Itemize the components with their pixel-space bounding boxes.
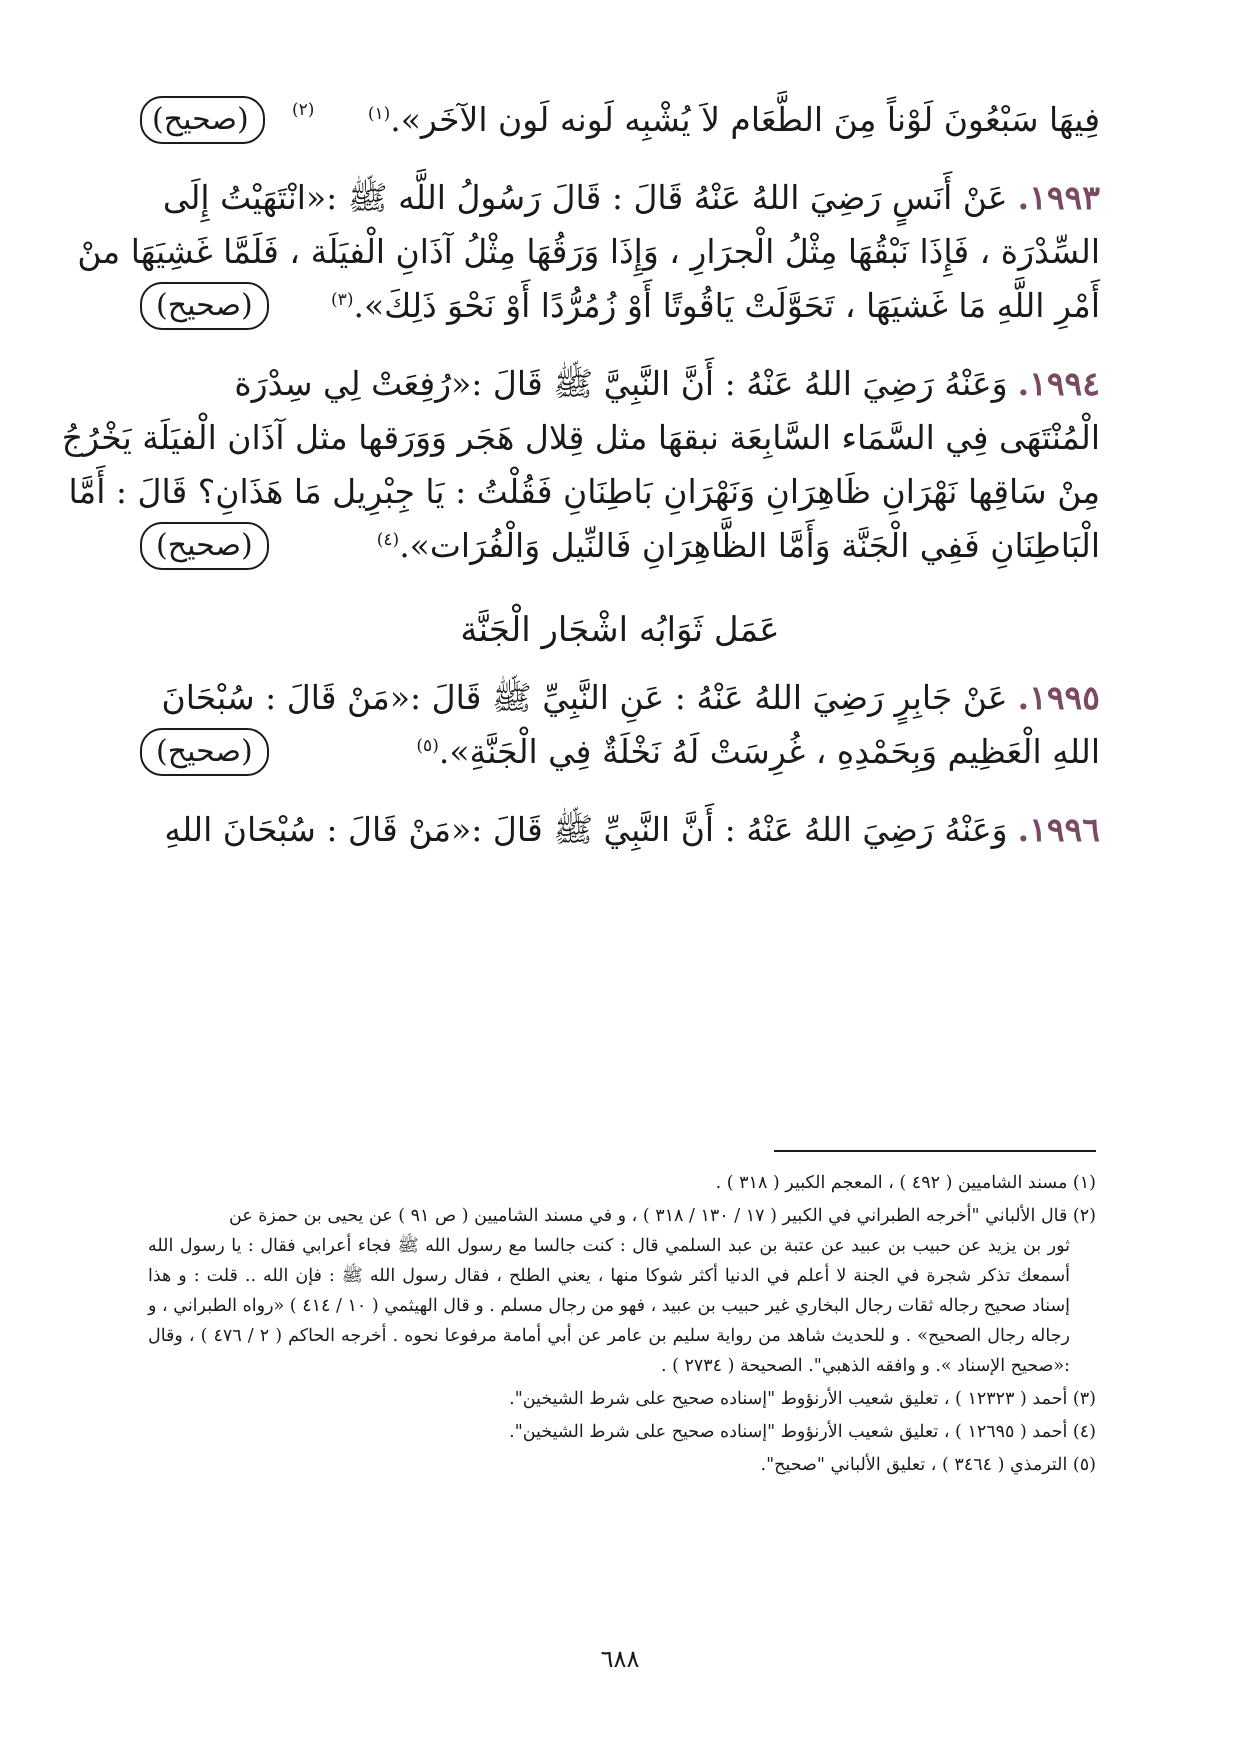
hadith-line xyxy=(140,728,1100,776)
hadith-text: مِنْ سَاقِها نَهْرَانِ ظَاهِرَانِ وَنَهْرَانِ بَاطِنَانِ فَقُلْتُ : يَا جِبْرِيل مَا هَذَانِ؟ قَالَ : أَمَّا xyxy=(68,472,1100,511)
page-body xyxy=(61,96,1100,854)
hadith-number: ١٩٩٦. xyxy=(1017,810,1100,849)
footnote-2-first: (٢) قال الألباني "أخرجه الطبراني في الكبير ( ١٧ / ١٣٠ / ٣١٨ ) ، و في مسند الشاميين ( ص ٩١ ) عن يحيى بن حمزة عن xyxy=(228,1206,1096,1226)
hadith-line xyxy=(61,414,1100,462)
footnote-3: (٣) أحمد ( ١٢٣٢٣ ) ، تعليق شعيب الأرنؤوط "إسناده صحيح على شرط الشيخين". xyxy=(509,1389,1096,1409)
grade-badge: (صحيح) xyxy=(140,96,265,144)
hadith-text: أَمْرِ اللَّهِ مَا غَشيَهَا ، تَحَوَّلَتْ يَاقُوتًا أَوْ زُمُرُّدًا أَوْ نَحْوَ ذَلِكَ». xyxy=(353,286,1100,325)
section-heading: عَمَل ثَوَابُه اشْجَار الْجَنَّة xyxy=(460,610,780,650)
hadith-1994 xyxy=(61,360,1100,570)
hadith-text: عَنْ جَابِرٍ رَضِيَ اللهُ عَنْهُ : عَنِ النَّبِيِّ ﷺ قَالَ :«مَنْ قَالَ : سُبْحَانَ xyxy=(161,678,1008,717)
grade-badge: (صحيح) xyxy=(140,282,269,330)
hadith-text: عَنْ أَنَسٍ رَضِيَ اللهُ عَنْهُ قَالَ : قَالَ رَسُولُ اللَّه ﷺ :«انْتَهَيْتُ إِلَى xyxy=(162,178,1008,217)
prev-hadith-text: فِيهَا سَبْعُونَ لَوْناً مِنَ الطَّعَام لاَ يُشْبِه لَونه لَون الآخَر». xyxy=(390,100,1100,139)
footnote-2-rest: ثور بن يزيد عن حبيب بن عبيد عن عتبة بن عبد السلمي قال : كنت جالسا مع رسول الله ﷺ فجاء أعرابي فقال : يا رسول الله أسمعك تذكر شجرة في الجنة لا أعلم في الدنيا أكثر شوكا منها ، يعني الطلح ، فقال رسول الله ﷺ : فإن الله .. قلت : و هذا إسناد صحيح رجاله ثقات رجال البخاري غير حبيب بن عبيد ، فهو من رجال مسلم . و قال الهيثمي ( ١٠ / ٤١٤ ) «رواه الطبراني ، و رجاله رجال الصحيح» . و للحديث شاهد من رواية سليم بن عامر عن أبي أمامة مرفوعا نحوه . أخرجه الحاكم ( ٢ / ٤٧٦ ) ، وقال :«صحيح الإسناد ». و وافقه الذهبي". الصحيحة ( ٢٧٣٤ ) . xyxy=(148,1236,1070,1376)
hadith-line xyxy=(140,360,1100,408)
footnote-2 xyxy=(148,1201,1096,1381)
hadith-text: الْمُنْتَهَى فِي السَّمَاء السَّابِعَة نبقهَا مثل قِلال هَجَر وَوَرَقها مثل آذَان الْفيَلَة يَخْرُجُ xyxy=(61,418,1100,457)
hadith-text: وَعَنْهُ رَضِيَ اللهُ عَنْهُ : أَنَّ النَّبِيَّ ﷺ قَالَ :«رُفِعَتْ لِي سِدْرَة xyxy=(234,364,1008,403)
hadith-text: وَعَنْهُ رَضِيَ اللهُ عَنْهُ : أَنَّ النَّبِيِّ ﷺ قَالَ :«مَنْ قَالَ : سُبْحَانَ اللهِ xyxy=(164,810,1008,849)
footnote-4: (٤) أحمد ( ١٢٦٩٥ ) ، تعليق شعيب الأرنؤوط "إسناده صحيح على شرط الشيخين". xyxy=(509,1422,1096,1442)
hadith-line xyxy=(68,468,1100,516)
hadith-line xyxy=(140,806,1100,854)
footnote-ref-1[interactable]: (١) xyxy=(367,104,391,124)
grade-badge: (صحيح) xyxy=(140,728,269,776)
footnote-ref-4[interactable]: (٤) xyxy=(376,530,400,550)
footnote-separator xyxy=(774,1150,1096,1152)
hadith-line xyxy=(140,674,1100,722)
page-number: ٦٨٨ xyxy=(600,1645,640,1673)
footnote-ref-3[interactable]: (٣) xyxy=(331,290,354,310)
hadith-text: الْبَاطِنَانِ فَفِي الْجَنَّة وَأَمَّا الظَّاهِرَانِ فَالنِّيل وَالْفُرَات». xyxy=(399,526,1100,565)
grade-badge: (صحيح) xyxy=(140,522,269,570)
hadith-text: السِّدْرَة ، فَإِذَا نَبْقُهَا مِثْلُ الْجرَارِ ، وَإِذَا وَرَقُهَا مِثْلُ آذَانِ الْفيَلَة ، فَلَمَّا غَشِيَهَا منْ xyxy=(77,232,1100,271)
hadith-line xyxy=(140,522,1100,570)
footnote-ref-5[interactable]: (٥) xyxy=(416,736,439,756)
hadith-1995 xyxy=(140,674,1100,776)
hadith-number: ١٩٩٣. xyxy=(1017,178,1100,217)
hadith-line xyxy=(140,282,1100,330)
hadith-text: اللهِ الْعَظِيم وَبِحَمْدِهِ ، غُرِسَتْ لَهُ نَخْلَةٌ فِي الْجَنَّةِ». xyxy=(438,732,1100,771)
hadith-number: ١٩٩٤. xyxy=(1017,364,1100,403)
hadith-line xyxy=(77,228,1100,276)
footnote-5: (٥) الترمذي ( ٣٤٦٤ ) ، تعليق الألباني "صحيح". xyxy=(760,1455,1096,1475)
prev-hadith-end: فِيهَا سَبْعُونَ لَوْناً مِنَ الطَّعَام لاَ يُشْبِه لَونه لَون الآخَر».$^{(١)}$ (صحيح) (٢) xyxy=(140,96,1100,144)
hadith-1993 xyxy=(77,174,1100,330)
footnotes xyxy=(148,1168,1096,1483)
footnote-1: (١) مسند الشاميين ( ٤٩٢ ) ، المعجم الكبير ( ٣١٨ ) . xyxy=(715,1173,1096,1193)
hadith-line xyxy=(140,174,1100,222)
hadith-1996 xyxy=(140,806,1100,854)
hadith-number: ١٩٩٥. xyxy=(1017,678,1100,717)
